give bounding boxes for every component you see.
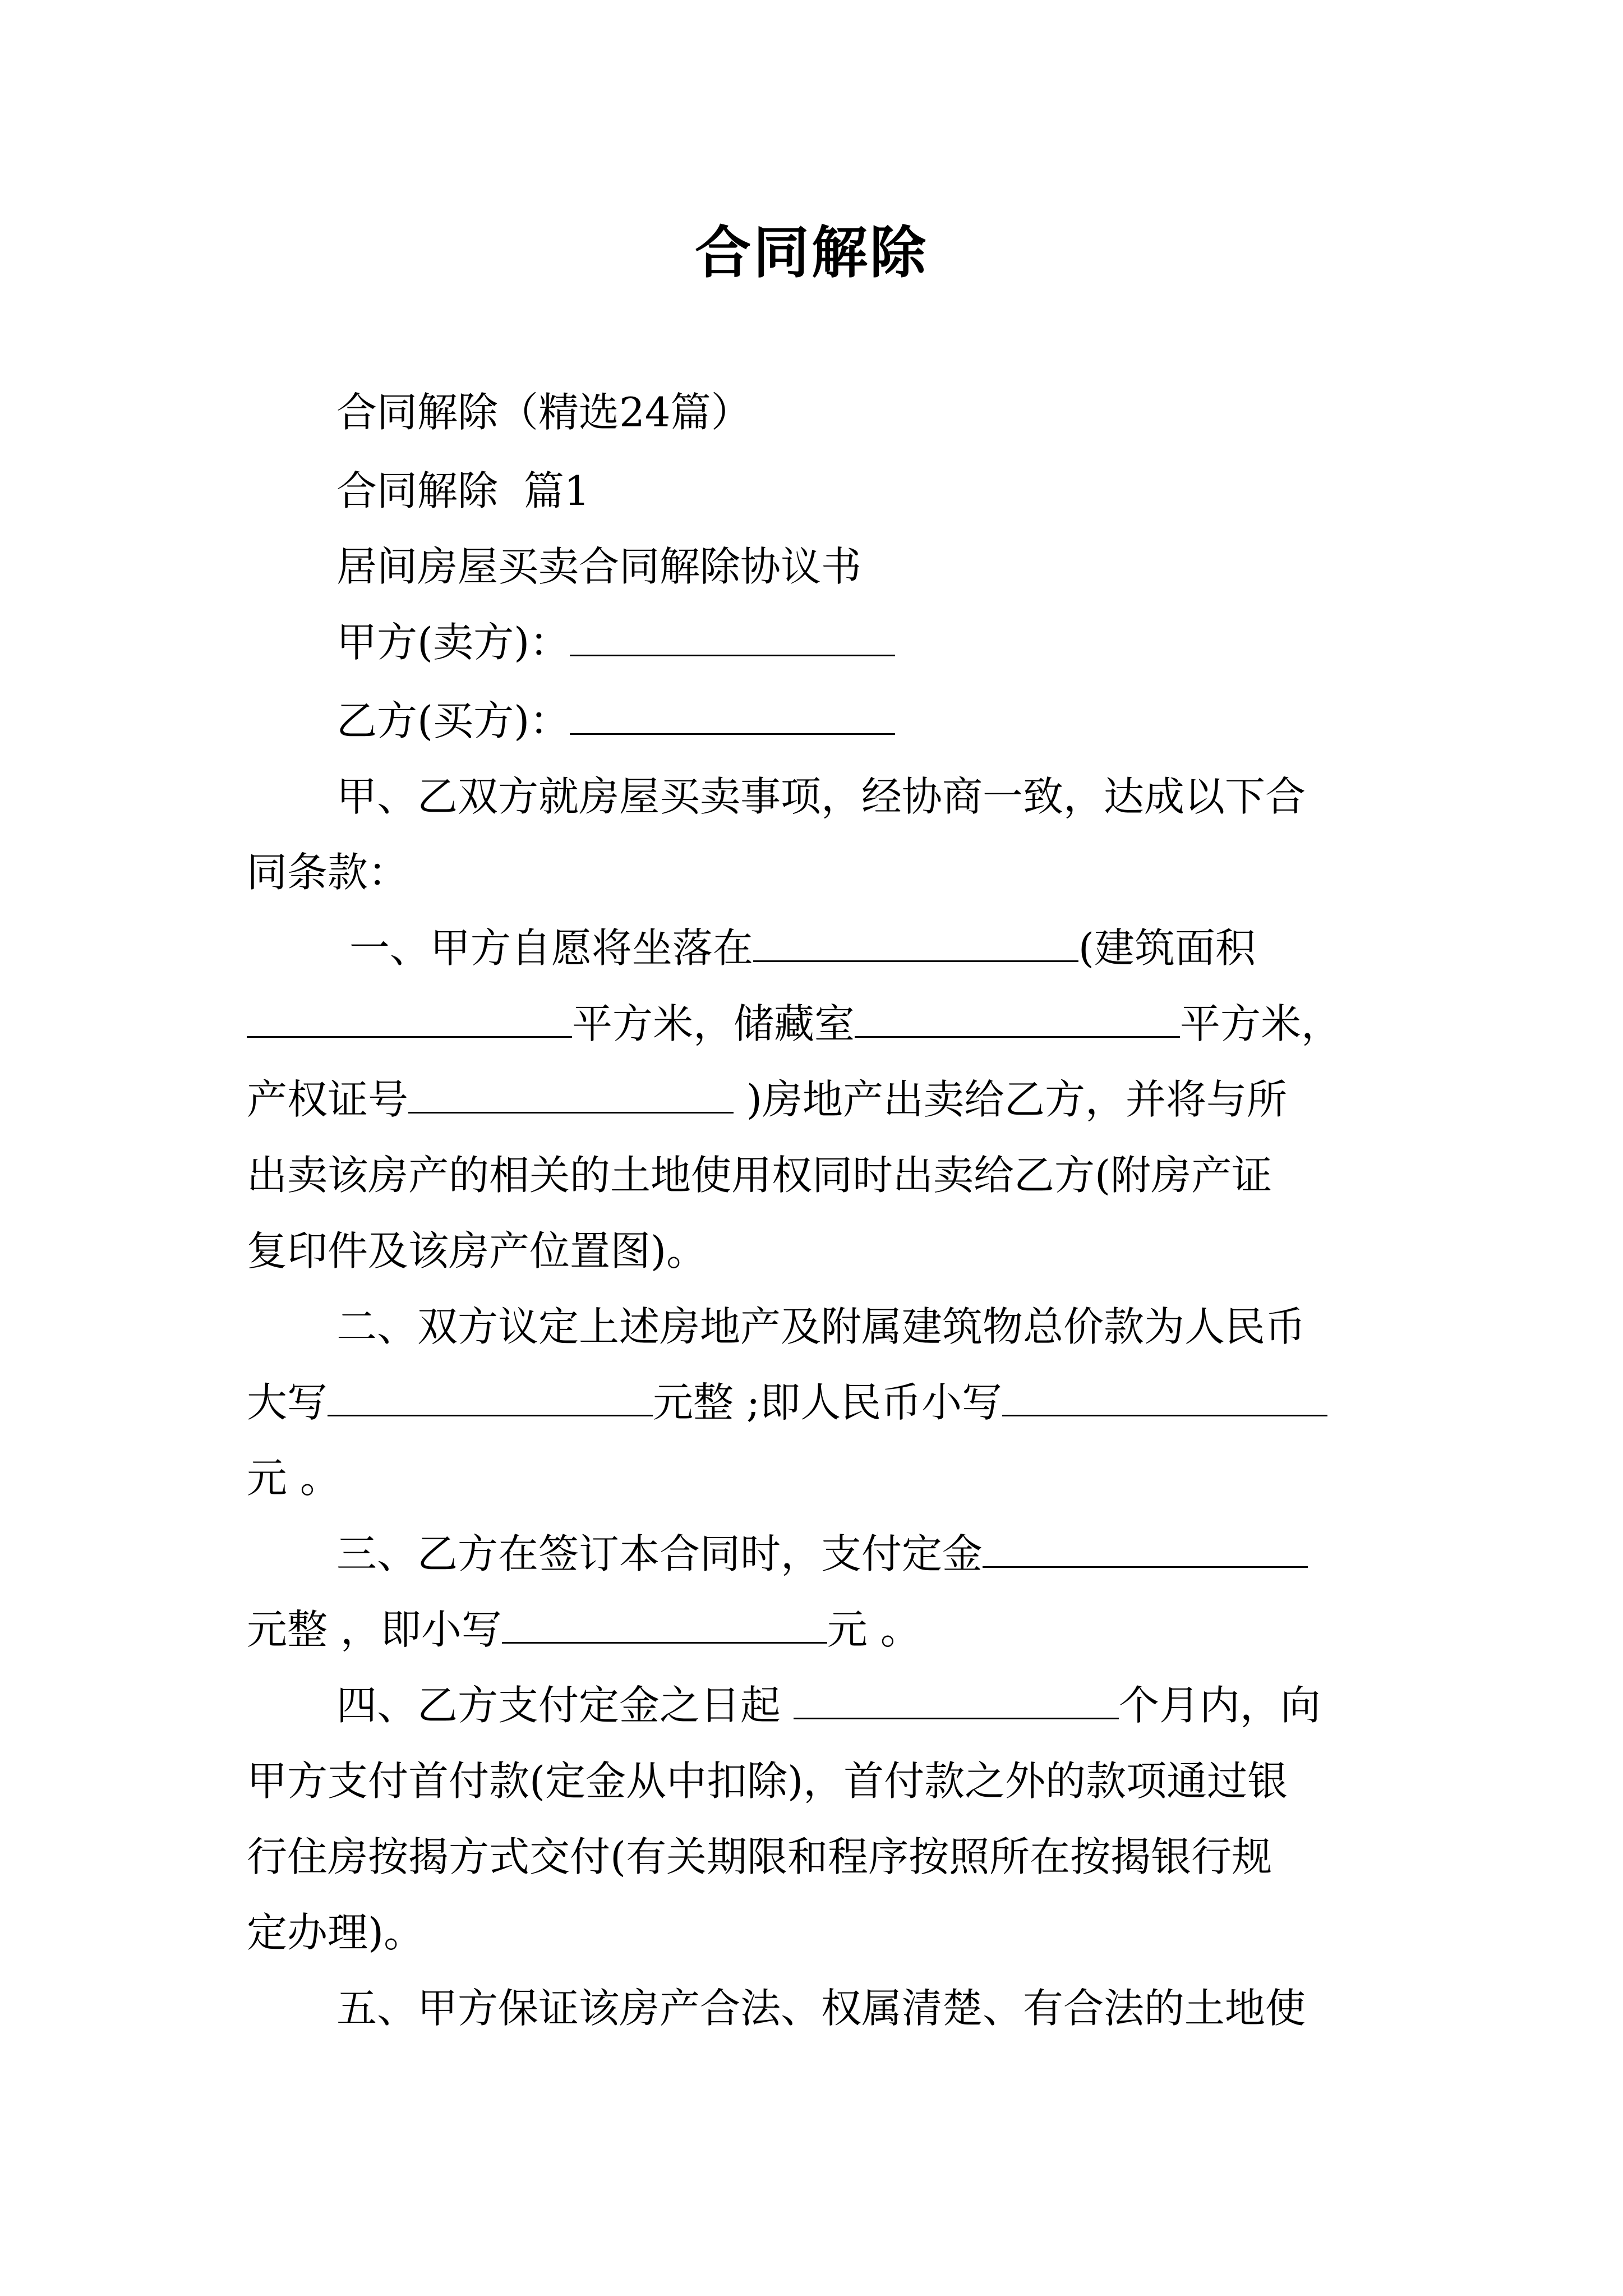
clause2-text-a: 大写: [247, 1379, 328, 1426]
section-heading: 合同解除 篇1: [336, 467, 590, 514]
party-b-line: [336, 696, 895, 746]
clause1-text-a: 一、甲方自愿将坐落在: [336, 924, 753, 972]
document-title: 合同解除: [695, 220, 928, 286]
clause4-line2: 甲方支付首付款(定金从中扣除)，首付款之外的款项通过银: [247, 1757, 1288, 1805]
clause5-line1: 五、甲方保证该房产合法、权属清楚、有合法的土地使: [336, 1985, 1306, 2032]
clause4-line1: [336, 1680, 1321, 1731]
clause2-line1: 二、双方议定上述房地产及附属建筑物总价款为人民币: [336, 1303, 1306, 1350]
clause2-line3: 元 。: [247, 1455, 340, 1502]
party-a-label: 甲方(卖方)：: [336, 619, 570, 666]
party-b-label: 乙方(买方)：: [336, 697, 570, 744]
clause1-text-f: )房地产出卖给乙方，并将与所: [734, 1076, 1287, 1123]
clause1-text-d: 平方米，: [1180, 1000, 1342, 1047]
clause1-text-e: 产权证号: [247, 1076, 409, 1123]
price-words-blank: [328, 1380, 653, 1416]
subtitle: 合同解除（精选24篇）: [336, 389, 751, 436]
clause1-text-c: 平方米，储藏室: [572, 1000, 855, 1047]
clause1-line4: 出卖该房产的相关的土地使用权同时出卖给乙方(附房产证: [247, 1152, 1272, 1199]
clause4-line3: 行住房按揭方式交付(有关期限和程序按照所在按揭银行规: [247, 1833, 1272, 1880]
party-a-line: [336, 617, 895, 668]
clause1-line5: 复印件及该房产位置图)。: [247, 1227, 707, 1274]
clause1-text-b: (建筑面积: [1078, 924, 1256, 972]
clause4-text-a: 四、乙方支付定金之日起: [336, 1682, 794, 1729]
months-blank: [794, 1683, 1119, 1719]
clause4-line4: 定办理)。: [247, 1909, 425, 1956]
clause1-line2: [247, 999, 1341, 1049]
clause1-line3: [247, 1074, 1287, 1125]
clause3-line2: [247, 1604, 921, 1655]
clause4-text-b: 个月内，向: [1118, 1682, 1321, 1729]
intro-line-2: 同条款：: [247, 849, 409, 896]
certificate-blank: [408, 1077, 734, 1114]
intro-line-1: 甲、乙双方就房屋买卖事项，经协商一致，达成以下合: [336, 773, 1306, 820]
clause2-line2: [247, 1377, 1327, 1428]
location-blank: [753, 926, 1078, 962]
agreement-title: 居间房屋买卖合同解除协议书: [336, 543, 862, 590]
storage-blank: [855, 1001, 1180, 1038]
party-b-blank: [570, 698, 895, 735]
clause2-text-b: 元整 ;即人民币小写: [653, 1379, 1003, 1426]
clause3-text-a: 三、乙方在签订本合同时，支付定金: [336, 1530, 983, 1577]
deposit-words-blank: [983, 1531, 1308, 1568]
party-a-blank: [570, 620, 895, 656]
price-figures-blank: [1002, 1380, 1327, 1416]
clause3-text-c: 元 。: [827, 1606, 921, 1653]
clause1-line1: [336, 923, 1256, 973]
clause3-text-b: 元整 ，即小写: [247, 1606, 502, 1653]
area-blank: [247, 1001, 572, 1038]
clause3-line1: [336, 1529, 1308, 1579]
deposit-figures-blank: [502, 1607, 827, 1644]
